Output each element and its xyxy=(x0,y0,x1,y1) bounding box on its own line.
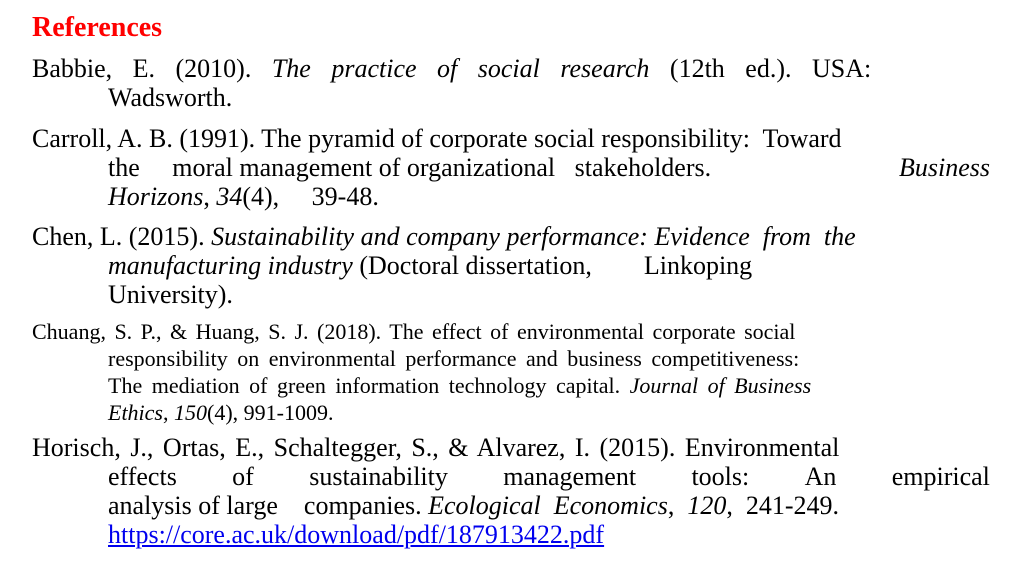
ref-italic-title: Sustainability and company performance: Evidence from the xyxy=(211,222,856,251)
references-heading: References xyxy=(32,12,163,43)
ref-word: An xyxy=(804,462,837,491)
reference-babbie xyxy=(32,54,990,112)
ref-text: (4), 39-48. xyxy=(242,182,379,211)
ref-word: effects xyxy=(108,462,177,491)
ref-italic-journal: Business xyxy=(899,153,990,182)
ref-text: , xyxy=(203,182,217,211)
ref-line xyxy=(32,222,990,251)
ref-text: , xyxy=(163,400,174,425)
reference-carroll xyxy=(32,124,990,211)
ref-line xyxy=(32,83,990,112)
ref-text: Carroll, A. B. (1991). The pyramid of corporate social responsibility: Toward xyxy=(32,124,842,153)
ref-line xyxy=(32,153,990,182)
ref-line xyxy=(32,433,990,462)
ref-text: Babbie, E. (2010). xyxy=(32,54,272,83)
ref-line xyxy=(32,124,990,153)
ref-italic-title: The practice of social research xyxy=(271,54,650,83)
reference-chuang xyxy=(32,318,990,426)
ref-word: tools: xyxy=(691,462,750,491)
ref-line xyxy=(32,318,990,345)
ref-italic-journal: Ethics xyxy=(108,400,163,425)
ref-text: Wadsworth. xyxy=(108,83,233,112)
ref-italic-volume: 120 xyxy=(687,491,727,520)
ref-word: sustainability xyxy=(309,462,448,491)
ref-line xyxy=(32,399,990,426)
ref-line xyxy=(32,182,990,211)
ref-text: Chen, L. (2015). xyxy=(32,222,212,251)
ref-line xyxy=(32,345,990,372)
ref-text: analysis of large companies. xyxy=(108,491,429,520)
ref-text: , 241-249. xyxy=(726,491,839,520)
reference-horisch xyxy=(32,433,990,549)
reference-url-link[interactable]: https://core.ac.uk/download/pdf/187913422.pdf xyxy=(108,520,605,549)
ref-line xyxy=(32,491,990,520)
ref-text: Chuang, S. P., & Huang, S. J. (2018). The effect of environmental corporate social xyxy=(32,319,796,344)
ref-text: responsibility on environmental performance and business competitiveness: xyxy=(108,346,800,371)
ref-italic-volume: 150 xyxy=(174,400,207,425)
ref-text: Horisch, J., Ortas, E., Schaltegger, S., & Alvarez, I. (2015). Environmental xyxy=(32,433,840,462)
ref-text: (12th ed.). USA: xyxy=(649,54,872,83)
ref-line xyxy=(32,280,990,309)
ref-italic-volume: 34 xyxy=(216,182,243,211)
reference-chen xyxy=(32,222,990,309)
ref-text: University). xyxy=(108,280,233,309)
ref-italic-journal: Horizons xyxy=(108,182,204,211)
ref-word: management xyxy=(503,462,637,491)
ref-italic-journal: Ecological Economics xyxy=(428,491,668,520)
ref-word: of xyxy=(232,462,254,491)
ref-text: The mediation of green information technology capital. xyxy=(108,373,630,398)
ref-line xyxy=(32,251,990,280)
ref-word: empirical xyxy=(891,462,990,491)
ref-line xyxy=(32,54,990,83)
ref-line xyxy=(32,520,990,549)
ref-text: , xyxy=(667,491,688,520)
ref-italic-journal: Journal of Business xyxy=(629,373,812,398)
ref-italic-title: manufacturing industry xyxy=(108,251,353,280)
ref-line xyxy=(32,462,990,491)
ref-line xyxy=(32,372,990,399)
ref-text: (Doctoral dissertation, Linkoping xyxy=(352,251,753,280)
ref-text: (4), 991-1009. xyxy=(207,400,334,425)
ref-text: the moral management of organizational stakeholders. xyxy=(108,153,712,182)
